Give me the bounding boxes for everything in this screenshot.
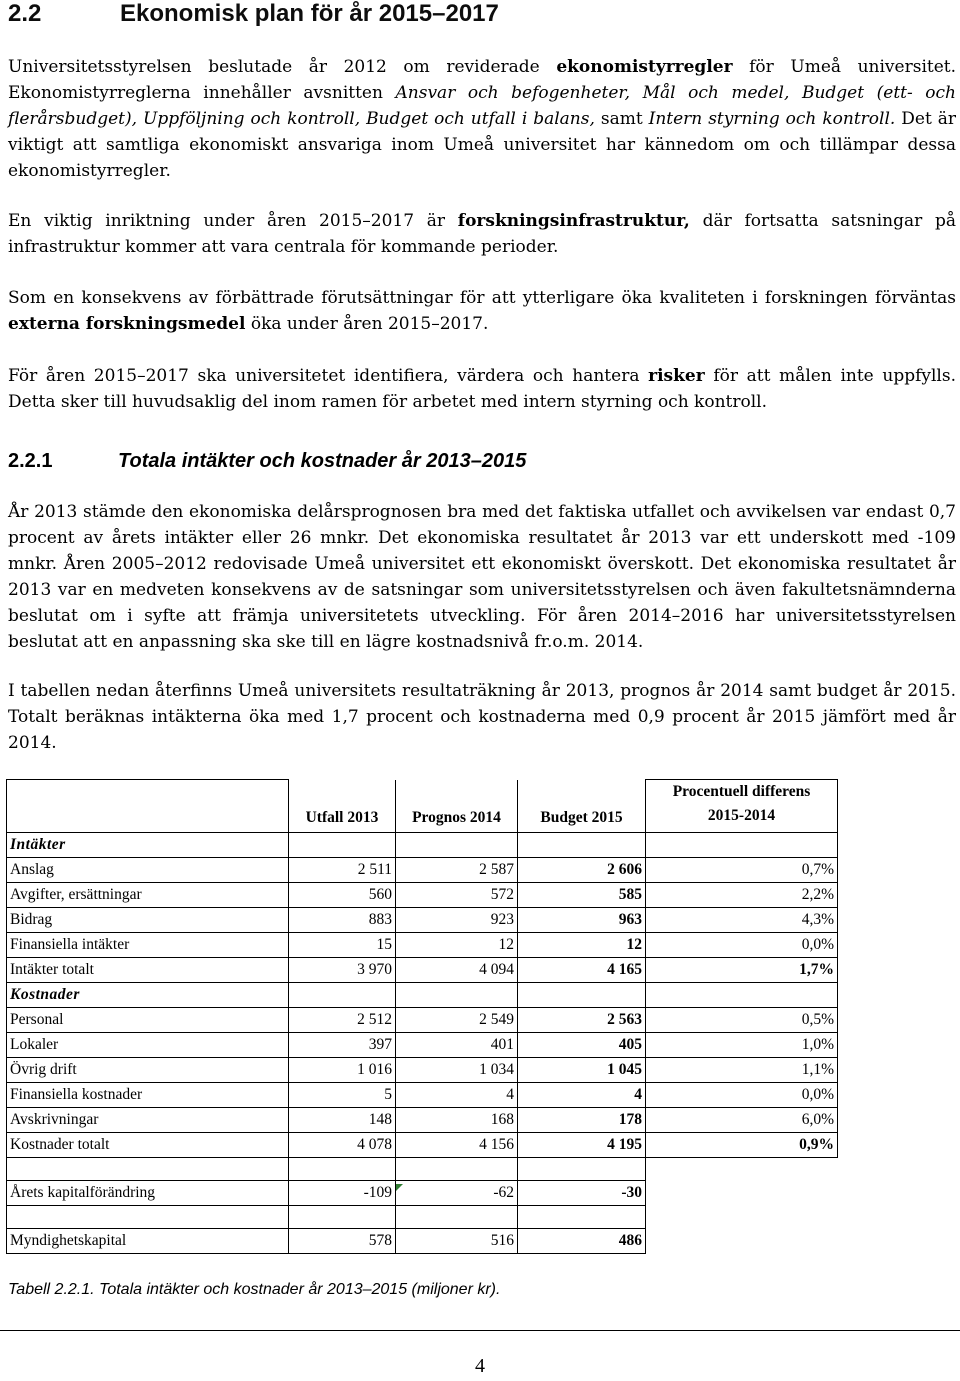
empty-cell	[518, 1158, 646, 1181]
p4-bold-risker: risker	[648, 366, 705, 386]
cell-2015: 585	[518, 883, 646, 908]
header-differens	[646, 780, 838, 833]
p5-text: År 2013 stämde den ekonomiska delårsprognosen bra med det faktiska utfallet och avvikelsen var endast 0,7 procent av årets intäkter eller 26 mnkr. Det ekonomiska resultatet år 2013 var ett underskott med -109 mnkr. Åren 2005–2012 redovisade Umeå universitet ett ekonomiskt överskott. Det ekonomiska resultatet år 2013 var en medveten konsekvens av de satsningar som universitetsstyrelsen och även fakultetsnämnderna beslutat om i syfte att främja universitetets utveckling. För åren 2014–2016 har universitetsstyrelsen beslutat att en anpassning ska ske till en lägre kostnadsnivå fr.o.m. 2014.	[8, 502, 956, 652]
cell-2015: 405	[518, 1033, 646, 1058]
cell-diff: 0,7%	[646, 858, 838, 883]
section-label-costs: Kostnader	[7, 983, 289, 1008]
cell-2014: 4	[396, 1083, 518, 1108]
cell-diff: 0,0%	[646, 1083, 838, 1108]
paragraph-5	[8, 499, 956, 655]
p3-text-c: öka under åren 2015–2017.	[245, 314, 489, 334]
empty-cell	[289, 833, 396, 858]
row-label: Kostnader totalt	[7, 1133, 289, 1158]
p1-italic-sections: Ansvar och befogenheter, Mål och medel, Budget (ett- och flerårsbudget), Uppföljning och kontroll, Budget och utfall i balans,	[8, 83, 956, 129]
section-title: Ekonomisk plan för år 2015–2017	[120, 0, 499, 27]
table-row	[7, 1181, 838, 1206]
p1-bold-ekonomistyrregler: ekonomistyrregler	[556, 57, 733, 77]
row-label: Myndighetskapital	[7, 1229, 289, 1254]
table-row	[7, 1008, 838, 1033]
table-row	[7, 1229, 838, 1254]
cell-2013: -109	[289, 1181, 396, 1206]
paragraph-4	[8, 363, 956, 415]
p4-text-a: För åren 2015–2017 ska universitetet identifiera, värdera och hantera	[8, 366, 649, 386]
cell-2013: 5	[289, 1083, 396, 1108]
cell-2013: 2 512	[289, 1008, 396, 1033]
cell-2015: 4	[518, 1083, 646, 1108]
empty-cell	[646, 983, 838, 1008]
section-label-income: Intäkter	[7, 833, 289, 858]
empty-cell	[646, 1229, 838, 1254]
p2-text-a: En viktig inriktning under åren 2015–2017 är	[8, 211, 458, 231]
cell-2013: 15	[289, 933, 396, 958]
cell-diff: 0,0%	[646, 933, 838, 958]
cell-diff: 2,2%	[646, 883, 838, 908]
empty-cell	[396, 833, 518, 858]
table-row	[7, 883, 838, 908]
table-row	[7, 933, 838, 958]
empty-cell	[289, 1158, 396, 1181]
cell-diff: 1,0%	[646, 1033, 838, 1058]
p2-bold-infrastruktur: forskningsinfrastruktur,	[457, 211, 690, 231]
table-row-total	[7, 1133, 838, 1158]
empty-cell	[518, 833, 646, 858]
header-utfall-2013: Utfall 2013	[289, 780, 396, 833]
row-label: Finansiella kostnader	[7, 1083, 289, 1108]
subsection-number: 2.2.1	[8, 450, 53, 472]
table-row	[7, 858, 838, 883]
p1-text-a: Universitetsstyrelsen beslutade år 2012 om reviderade	[8, 57, 557, 77]
cell-2014: 516	[396, 1229, 518, 1254]
empty-cell	[7, 1158, 289, 1181]
cell-2014: 1 034	[396, 1058, 518, 1083]
empty-cell	[646, 1206, 838, 1229]
row-label: Avskrivningar	[7, 1108, 289, 1133]
cell-2014: 168	[396, 1108, 518, 1133]
cell-2015: 4 165	[518, 958, 646, 983]
cell-2013: 148	[289, 1108, 396, 1133]
row-label: Anslag	[7, 858, 289, 883]
spacer-row	[7, 1206, 838, 1229]
row-label: Personal	[7, 1008, 289, 1033]
row-label: Övrig drift	[7, 1058, 289, 1083]
cell-diff: 0,5%	[646, 1008, 838, 1033]
cell-2015: 963	[518, 908, 646, 933]
header-budget-2015: Budget 2015	[518, 780, 646, 833]
table-header-row	[7, 780, 838, 833]
p1-text-g: Det är viktigt att samtliga ekonomiskt ansvariga inom Umeå universitet har kännedom om och tillämpar dessa ekonomistyrregler.	[8, 109, 956, 181]
p3-text-a: Som en konsekvens av förbättrade förutsättningar för att ytterligare öka kvaliteten i forskningen förväntas	[8, 288, 956, 308]
cell-2015: 2 563	[518, 1008, 646, 1033]
empty-cell	[289, 1206, 396, 1229]
cell-2013: 4 078	[289, 1133, 396, 1158]
comment-marker-icon	[396, 1184, 403, 1191]
footer-rule	[0, 1330, 960, 1331]
cell-2015: 4 195	[518, 1133, 646, 1158]
empty-cell	[396, 1206, 518, 1229]
cell-diff: 4,3%	[646, 908, 838, 933]
income-cost-table	[6, 779, 838, 1254]
cell-2013: 1 016	[289, 1058, 396, 1083]
row-label: Lokaler	[7, 1033, 289, 1058]
cell-2013: 883	[289, 908, 396, 933]
row-label: Årets kapitalförändring	[7, 1181, 289, 1206]
subsection-heading	[8, 448, 526, 474]
cell-diff: 6,0%	[646, 1108, 838, 1133]
cell-2014: 12	[396, 933, 518, 958]
cell-2013: 2 511	[289, 858, 396, 883]
section-number: 2.2	[8, 0, 42, 27]
cell-diff: 0,9%	[646, 1133, 838, 1158]
section-row-income	[7, 833, 838, 858]
cell-2014: 572	[396, 883, 518, 908]
paragraph-3	[8, 285, 956, 337]
empty-cell	[7, 1206, 289, 1229]
p3-bold-externa: externa forskningsmedel	[8, 314, 246, 334]
empty-cell	[289, 983, 396, 1008]
cell-diff: 1,7%	[646, 958, 838, 983]
table-row	[7, 1108, 838, 1133]
cell-2014: 401	[396, 1033, 518, 1058]
header-differens-line1: Procentuell differens	[672, 783, 811, 800]
p2-text-c: där fortsatta satsningar på infrastruktur kommer att vara centrala för kommande perioder.	[8, 211, 956, 257]
cell-2014: 4 094	[396, 958, 518, 983]
row-label: Intäkter totalt	[7, 958, 289, 983]
page-number: 4	[475, 1355, 485, 1377]
empty-cell	[646, 1181, 838, 1206]
table-row-total	[7, 958, 838, 983]
empty-cell	[396, 1158, 518, 1181]
section-heading	[8, 0, 499, 28]
cell-2015: 12	[518, 933, 646, 958]
cell-2013: 397	[289, 1033, 396, 1058]
cell-2015: 178	[518, 1108, 646, 1133]
empty-cell	[396, 983, 518, 1008]
spacer-row	[7, 1158, 838, 1181]
cell-2015: 2 606	[518, 858, 646, 883]
p1-text-c: för Umeå universitet. Ekonomistyrreglerna innehåller avsnitten	[8, 57, 957, 103]
cell-2013: 578	[289, 1229, 396, 1254]
header-empty	[7, 780, 289, 833]
empty-cell	[646, 1158, 838, 1181]
table-row	[7, 1033, 838, 1058]
header-prognos-2014: Prognos 2014	[396, 780, 518, 833]
paragraph-6	[8, 678, 956, 756]
cell-2015: 486	[518, 1229, 646, 1254]
p4-text-c: för att målen inte uppfylls. Detta sker till huvudsaklig del inom ramen för arbetet med intern styrning och kontroll.	[8, 366, 956, 412]
p1-text-e: samt	[594, 109, 649, 129]
row-label: Finansiella intäkter	[7, 933, 289, 958]
table-row	[7, 908, 838, 933]
empty-cell	[518, 983, 646, 1008]
cell-2013: 3 970	[289, 958, 396, 983]
section-row-costs	[7, 983, 838, 1008]
cell-2014: 923	[396, 908, 518, 933]
cell-2014: -62	[396, 1181, 518, 1206]
cell-2014: 4 156	[396, 1133, 518, 1158]
empty-cell	[646, 833, 838, 858]
row-label: Bidrag	[7, 908, 289, 933]
p6-text: I tabellen nedan återfinns Umeå universitets resultaträkning år 2013, prognos år 2014 samt budget år 2015. Totalt beräknas intäkterna öka med 1,7 procent och kostnaderna med 0,9 procent år 2015 jämfört med år 2014.	[8, 681, 956, 753]
cell-diff: 1,1%	[646, 1058, 838, 1083]
p1-italic-intern: Intern styrning och kontroll.	[648, 109, 896, 129]
paragraph-2	[8, 208, 956, 260]
cell-2014: 2 587	[396, 858, 518, 883]
paragraph-1	[8, 54, 956, 184]
table-row	[7, 1058, 838, 1083]
table-caption: Tabell 2.2.1. Totala intäkter och kostnader år 2013–2015 (miljoner kr).	[8, 1281, 501, 1298]
header-differens-line2: 2015-2014	[707, 807, 776, 824]
cell-2015: 1 045	[518, 1058, 646, 1083]
cell-2014: 2 549	[396, 1008, 518, 1033]
table-row	[7, 1083, 838, 1108]
row-label: Avgifter, ersättningar	[7, 883, 289, 908]
empty-cell	[518, 1206, 646, 1229]
subsection-title: Totala intäkter och kostnader år 2013–2015	[118, 450, 527, 472]
cell-2015: -30	[518, 1181, 646, 1206]
cell-2013: 560	[289, 883, 396, 908]
